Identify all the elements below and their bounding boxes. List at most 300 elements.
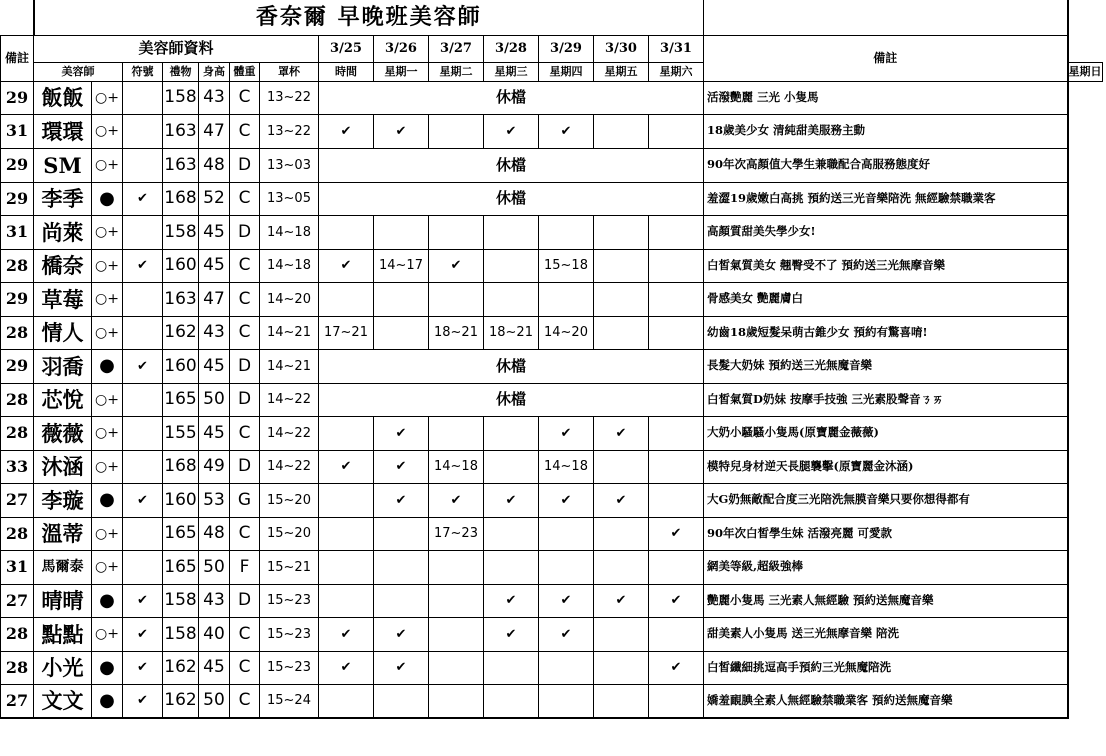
note-cell: 艷麗小隻馬 三光素人無經驗 預約送無魔音樂	[704, 584, 1068, 617]
cup-cell: G	[230, 483, 260, 517]
table-row	[1, 550, 1103, 584]
table-row	[1, 517, 1103, 550]
height-cell: 160	[163, 349, 199, 383]
gift-cell: ✔	[123, 684, 163, 718]
table-row	[1, 114, 1103, 148]
gift-cell: ✔	[123, 651, 163, 684]
day-cell	[429, 416, 484, 450]
day-cell	[319, 584, 374, 617]
time-cell: 14~18	[260, 249, 319, 282]
day-cell: ✔	[594, 584, 649, 617]
weight-cell: 43	[199, 316, 230, 349]
note-cell: 白皙氣質美女 翹臀受不了 預約送三光無摩音樂	[704, 249, 1068, 282]
time-cell: 15~21	[260, 550, 319, 584]
day-cell	[374, 517, 429, 550]
day-cell: ✔	[374, 651, 429, 684]
time-cell: 13~22	[260, 81, 319, 114]
note-cell: 骨感美女 艷麗膚白	[704, 282, 1068, 316]
name-cell: 飯飯	[34, 81, 92, 114]
height-cell: 168	[163, 182, 199, 215]
time-cell: 15~23	[260, 617, 319, 651]
age-cell: 28	[1, 416, 34, 450]
symbol-cell: ○+	[92, 148, 123, 182]
day-cell	[649, 684, 704, 718]
weekday-header: 星期五	[594, 62, 649, 81]
day-cell: ✔	[374, 617, 429, 651]
day-cell	[319, 550, 374, 584]
height-cell: 160	[163, 483, 199, 517]
day-cell	[374, 550, 429, 584]
day-cell	[484, 416, 539, 450]
date-header: 3/25	[319, 35, 374, 62]
cup-cell: C	[230, 316, 260, 349]
cup-cell: C	[230, 114, 260, 148]
day-cell: ✔	[539, 483, 594, 517]
gift-cell: ✔	[123, 249, 163, 282]
name-cell: 溫蒂	[34, 517, 92, 550]
name-cell: 薇薇	[34, 416, 92, 450]
day-cell	[594, 550, 649, 584]
day-cell	[484, 215, 539, 249]
day-cell	[374, 316, 429, 349]
off-status: 休檔	[319, 81, 704, 114]
day-cell	[319, 282, 374, 316]
name-cell: 尚萊	[34, 215, 92, 249]
name-cell: 馬爾泰	[34, 550, 92, 584]
day-cell: ✔	[649, 584, 704, 617]
day-cell	[429, 282, 484, 316]
day-cell	[649, 550, 704, 584]
note-cell: 羞澀19歲嫩白高挑 預約送三光音樂陪洗 無經驗禁職業客	[704, 182, 1068, 215]
time-cell: 14~18	[260, 215, 319, 249]
weight-cell: 47	[199, 114, 230, 148]
col-header-cup: 罩杯	[260, 62, 319, 81]
table-row	[1, 316, 1103, 349]
day-cell	[594, 316, 649, 349]
height-cell: 163	[163, 148, 199, 182]
day-cell: ✔	[539, 617, 594, 651]
name-cell: 小光	[34, 651, 92, 684]
gift-cell: ✔	[123, 617, 163, 651]
time-cell: 13~22	[260, 114, 319, 148]
day-cell: 14~18	[429, 450, 484, 483]
day-cell	[539, 550, 594, 584]
age-cell: 27	[1, 584, 34, 617]
cup-cell: C	[230, 617, 260, 651]
weight-cell: 49	[199, 450, 230, 483]
weekday-header: 星期六	[649, 62, 704, 81]
note-cell: 白皙纖細挑逗高手預約三光無魔陪洗	[704, 651, 1068, 684]
height-cell: 158	[163, 617, 199, 651]
day-cell: ✔	[429, 483, 484, 517]
weight-cell: 45	[199, 651, 230, 684]
symbol-cell: ●	[92, 651, 123, 684]
cup-cell: F	[230, 550, 260, 584]
day-cell	[649, 249, 704, 282]
name-cell: 橋奈	[34, 249, 92, 282]
day-cell	[484, 450, 539, 483]
col-header-time: 時間	[319, 62, 374, 81]
weekday-header: 星期一	[374, 62, 429, 81]
day-cell: ✔	[484, 617, 539, 651]
cup-cell: C	[230, 684, 260, 718]
day-cell: 15~18	[539, 249, 594, 282]
day-cell	[594, 517, 649, 550]
time-cell: 15~23	[260, 651, 319, 684]
table-row	[1, 483, 1103, 517]
gift-cell	[123, 550, 163, 584]
day-cell	[649, 215, 704, 249]
day-cell: ✔	[649, 517, 704, 550]
age-cell: 28	[1, 316, 34, 349]
symbol-cell: ○+	[92, 249, 123, 282]
gift-cell	[123, 517, 163, 550]
symbol-cell: ●	[92, 182, 123, 215]
day-cell: ✔	[319, 651, 374, 684]
note-cell: 大G奶無敵配合度三光陪洗無膜音樂只要你想得都有	[704, 483, 1068, 517]
symbol-cell: ○+	[92, 450, 123, 483]
time-cell: 14~22	[260, 416, 319, 450]
name-cell: 文文	[34, 684, 92, 718]
day-cell: ✔	[539, 114, 594, 148]
age-cell: 31	[1, 114, 34, 148]
day-cell	[429, 215, 484, 249]
symbol-cell: ●	[92, 684, 123, 718]
age-cell: 28	[1, 383, 34, 416]
table-row	[1, 617, 1103, 651]
weight-cell: 53	[199, 483, 230, 517]
gift-cell	[123, 383, 163, 416]
date-header: 3/26	[374, 35, 429, 62]
day-cell: ✔	[539, 416, 594, 450]
weight-cell: 50	[199, 550, 230, 584]
remarks-right-header: 備註	[704, 35, 1068, 81]
table-row	[1, 349, 1103, 383]
table-row	[1, 182, 1103, 215]
day-cell	[594, 450, 649, 483]
table-row	[1, 416, 1103, 450]
weight-cell: 48	[199, 517, 230, 550]
name-cell: 李璇	[34, 483, 92, 517]
cup-cell: C	[230, 282, 260, 316]
profile-group-header: 美容師資料	[34, 35, 319, 62]
day-cell	[649, 316, 704, 349]
cup-cell: D	[230, 383, 260, 416]
time-cell: 14~20	[260, 282, 319, 316]
day-cell: 18~21	[484, 316, 539, 349]
time-cell: 14~22	[260, 383, 319, 416]
day-cell	[429, 550, 484, 584]
weight-cell: 45	[199, 416, 230, 450]
day-cell: 14~18	[539, 450, 594, 483]
gift-cell: ✔	[123, 182, 163, 215]
col-header-gift: 禮物	[163, 62, 199, 81]
symbol-cell: ●	[92, 584, 123, 617]
name-cell: 芯悅	[34, 383, 92, 416]
age-cell: 31	[1, 550, 34, 584]
age-cell: 33	[1, 450, 34, 483]
day-cell: 17~23	[429, 517, 484, 550]
symbol-cell: ○+	[92, 215, 123, 249]
weekday-header: 星期三	[484, 62, 539, 81]
name-cell: 沐涵	[34, 450, 92, 483]
day-cell	[539, 651, 594, 684]
day-cell	[594, 114, 649, 148]
day-cell: ✔	[539, 584, 594, 617]
day-cell	[484, 249, 539, 282]
cup-cell: D	[230, 148, 260, 182]
height-cell: 168	[163, 450, 199, 483]
weight-cell: 50	[199, 383, 230, 416]
height-cell: 163	[163, 282, 199, 316]
day-cell: ✔	[649, 651, 704, 684]
table-row	[1, 651, 1103, 684]
symbol-cell: ●	[92, 483, 123, 517]
off-status: 休檔	[319, 148, 704, 182]
day-cell	[594, 249, 649, 282]
height-cell: 162	[163, 316, 199, 349]
weight-cell: 40	[199, 617, 230, 651]
col-header-symbol: 符號	[123, 62, 163, 81]
note-cell: 網美等級,超級強棒	[704, 550, 1068, 584]
day-cell	[484, 517, 539, 550]
cup-cell: C	[230, 249, 260, 282]
cup-cell: C	[230, 182, 260, 215]
day-cell	[484, 684, 539, 718]
time-cell: 13~03	[260, 148, 319, 182]
day-cell	[319, 215, 374, 249]
date-header: 3/28	[484, 35, 539, 62]
day-cell	[484, 550, 539, 584]
height-cell: 160	[163, 249, 199, 282]
day-cell: 14~20	[539, 316, 594, 349]
off-status: 休檔	[319, 383, 704, 416]
gift-cell	[123, 114, 163, 148]
remarks-left-header: 備註	[1, 35, 34, 81]
day-cell: ✔	[429, 249, 484, 282]
name-cell: 晴晴	[34, 584, 92, 617]
day-cell: 17~21	[319, 316, 374, 349]
gift-cell	[123, 316, 163, 349]
time-cell: 15~23	[260, 584, 319, 617]
name-cell: SM	[34, 148, 92, 182]
height-cell: 162	[163, 684, 199, 718]
symbol-cell: ○+	[92, 282, 123, 316]
day-cell	[319, 684, 374, 718]
symbol-cell: ○+	[92, 416, 123, 450]
day-cell: ✔	[374, 450, 429, 483]
table-row	[1, 450, 1103, 483]
height-cell: 165	[163, 550, 199, 584]
day-cell	[649, 114, 704, 148]
day-cell	[539, 282, 594, 316]
gift-cell: ✔	[123, 349, 163, 383]
symbol-cell: ○+	[92, 383, 123, 416]
day-cell	[484, 651, 539, 684]
table-row	[1, 282, 1103, 316]
day-cell	[649, 617, 704, 651]
weight-cell: 45	[199, 215, 230, 249]
gift-cell	[123, 450, 163, 483]
time-cell: 14~21	[260, 316, 319, 349]
note-cell: 模特兒身材逆天長腿襲擊(原寶麗金沐涵)	[704, 450, 1068, 483]
symbol-cell: ○+	[92, 617, 123, 651]
day-cell: ✔	[319, 617, 374, 651]
day-cell: 18~21	[429, 316, 484, 349]
symbol-cell: ○+	[92, 316, 123, 349]
weight-cell: 50	[199, 684, 230, 718]
age-cell: 27	[1, 684, 34, 718]
table-row	[1, 215, 1103, 249]
day-cell	[429, 114, 484, 148]
height-cell: 158	[163, 81, 199, 114]
col-header-name: 美容師	[34, 62, 123, 81]
gift-cell	[123, 416, 163, 450]
day-cell	[649, 416, 704, 450]
weight-cell: 52	[199, 182, 230, 215]
col-header-weight: 體重	[230, 62, 260, 81]
day-cell: ✔	[319, 114, 374, 148]
height-cell: 158	[163, 215, 199, 249]
day-cell	[649, 483, 704, 517]
weekday-header: 星期二	[429, 62, 484, 81]
day-cell	[594, 684, 649, 718]
name-cell: 李季	[34, 182, 92, 215]
age-cell: 29	[1, 81, 34, 114]
height-cell: 158	[163, 584, 199, 617]
symbol-cell: ○+	[92, 81, 123, 114]
name-cell: 點點	[34, 617, 92, 651]
note-cell: 活潑艷麗 三光 小隻馬	[704, 81, 1068, 114]
gift-cell: ✔	[123, 584, 163, 617]
day-cell: ✔	[374, 483, 429, 517]
day-cell	[594, 282, 649, 316]
cup-cell: C	[230, 651, 260, 684]
symbol-cell: ○+	[92, 517, 123, 550]
day-cell	[374, 215, 429, 249]
day-cell	[594, 617, 649, 651]
day-cell	[539, 684, 594, 718]
note-cell: 高顏質甜美失學少女!	[704, 215, 1068, 249]
day-cell	[594, 215, 649, 249]
cup-cell: D	[230, 215, 260, 249]
weight-cell: 47	[199, 282, 230, 316]
table-row	[1, 249, 1103, 282]
day-cell	[319, 483, 374, 517]
cup-cell: C	[230, 416, 260, 450]
day-cell: ✔	[484, 584, 539, 617]
height-cell: 163	[163, 114, 199, 148]
table-row	[1, 383, 1103, 416]
age-cell: 27	[1, 483, 34, 517]
day-cell	[649, 282, 704, 316]
weight-cell: 45	[199, 349, 230, 383]
day-cell: ✔	[484, 483, 539, 517]
note-cell: 嬌羞靦腆全素人無經驗禁職業客 預約送無魔音樂	[704, 684, 1068, 718]
note-cell: 幼齒18歲短髮呆萌古錐少女 預約有驚喜唷!	[704, 316, 1068, 349]
table-row	[1, 584, 1103, 617]
name-cell: 環環	[34, 114, 92, 148]
day-cell	[539, 215, 594, 249]
day-cell	[374, 584, 429, 617]
symbol-cell: ○+	[92, 114, 123, 148]
height-cell: 165	[163, 517, 199, 550]
table-row	[1, 684, 1103, 718]
weekday-header: 星期四	[539, 62, 594, 81]
date-header: 3/27	[429, 35, 484, 62]
gift-cell	[123, 81, 163, 114]
age-cell: 31	[1, 215, 34, 249]
day-cell	[429, 584, 484, 617]
day-cell: ✔	[374, 416, 429, 450]
day-cell: ✔	[374, 114, 429, 148]
cup-cell: C	[230, 517, 260, 550]
table-row	[1, 81, 1103, 114]
time-cell: 15~24	[260, 684, 319, 718]
weight-cell: 45	[199, 249, 230, 282]
day-cell: ✔	[319, 249, 374, 282]
note-cell: 白皙氣質D奶妹 按摩手技強 三光素股聲音ㄋㄞ	[704, 383, 1068, 416]
day-cell	[374, 282, 429, 316]
day-cell	[484, 282, 539, 316]
note-cell: 90年次白皙學生妹 活潑亮麗 可愛款	[704, 517, 1068, 550]
symbol-cell: ●	[92, 349, 123, 383]
age-cell: 29	[1, 182, 34, 215]
age-cell: 28	[1, 617, 34, 651]
cup-cell: D	[230, 584, 260, 617]
cup-cell: C	[230, 81, 260, 114]
page-title: 香奈爾 早晚班美容師	[34, 0, 704, 35]
day-cell	[319, 517, 374, 550]
symbol-cell: ○+	[92, 550, 123, 584]
age-cell: 28	[1, 517, 34, 550]
weekday-header: 星期日	[1068, 62, 1103, 81]
day-cell: ✔	[594, 416, 649, 450]
age-cell: 28	[1, 249, 34, 282]
age-cell: 29	[1, 282, 34, 316]
col-header-height: 身高	[199, 62, 230, 81]
gift-cell	[123, 215, 163, 249]
off-status: 休檔	[319, 349, 704, 383]
weight-cell: 43	[199, 584, 230, 617]
day-cell: ✔	[484, 114, 539, 148]
age-cell: 28	[1, 651, 34, 684]
day-cell	[429, 651, 484, 684]
time-cell: 14~22	[260, 450, 319, 483]
note-cell: 長髮大奶妹 預約送三光無魔音樂	[704, 349, 1068, 383]
name-cell: 羽喬	[34, 349, 92, 383]
age-cell: 29	[1, 349, 34, 383]
date-header: 3/31	[649, 35, 704, 62]
cup-cell: D	[230, 349, 260, 383]
day-cell: ✔	[594, 483, 649, 517]
note-cell: 18歲美少女 清純甜美服務主動	[704, 114, 1068, 148]
day-cell	[374, 684, 429, 718]
day-cell	[429, 684, 484, 718]
day-cell: ✔	[319, 450, 374, 483]
gift-cell: ✔	[123, 483, 163, 517]
note-cell: 甜美素人小隻馬 送三光無摩音樂 陪洗	[704, 617, 1068, 651]
day-cell: 14~17	[374, 249, 429, 282]
time-cell: 15~20	[260, 483, 319, 517]
day-cell	[319, 416, 374, 450]
note-cell: 大奶小騷騷小隻馬(原寶麗金薇薇)	[704, 416, 1068, 450]
name-cell: 草莓	[34, 282, 92, 316]
cup-cell: D	[230, 450, 260, 483]
day-cell	[429, 617, 484, 651]
gift-cell	[123, 282, 163, 316]
time-cell: 13~05	[260, 182, 319, 215]
